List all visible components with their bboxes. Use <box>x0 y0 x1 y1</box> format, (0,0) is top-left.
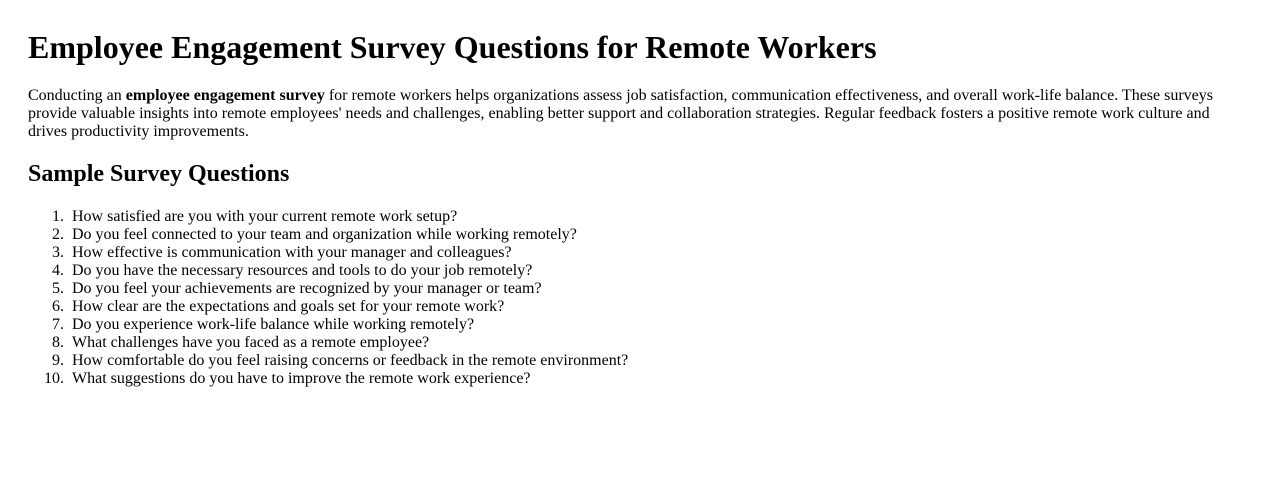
list-item: 8. What challenges have you faced as a remote employee? <box>68 334 1250 352</box>
intro-text-after-bold: for remote workers helps organizations assess job satisfaction, communication effectiveness, and overall work-life balance. These surveys provide valuable insights into remote employees' needs and challenges, enabling better support and collaboration strategies. Regular feedback fosters a positive remote work culture and drives productivity improvements. <box>28 86 1213 140</box>
page-title: Employee Engagement Survey Questions for Remote Workers <box>28 29 877 65</box>
list-item: 3. How effective is communication with your manager and colleagues? <box>68 244 1250 262</box>
list-item: 6. How clear are the expectations and goals set for your remote work? <box>68 298 1250 316</box>
list-item: 9. How comfortable do you feel raising concerns or feedback in the remote environment? <box>68 352 1250 370</box>
intro-bold-phrase: employee engagement survey <box>125 86 325 104</box>
list-item: 4. Do you have the necessary resources and tools to do your job remotely? <box>68 262 1250 280</box>
list-item: 1. How satisfied are you with your current remote work setup? <box>68 208 1250 226</box>
list-item: 5. Do you feel your achievements are recognized by your manager or team? <box>68 280 1250 298</box>
intro-paragraph <box>28 87 1218 141</box>
list-item: 2. Do you feel connected to your team and organization while working remotely? <box>68 226 1250 244</box>
survey-question-list <box>28 208 1250 388</box>
list-item: 7. Do you experience work-life balance while working remotely? <box>68 316 1250 334</box>
list-item: 10. What suggestions do you have to improve the remote work experience? <box>68 370 1250 388</box>
section-heading-sample-survey-questions: Sample Survey Questions <box>28 160 290 187</box>
intro-text-before-bold: Conducting an <box>28 86 126 104</box>
